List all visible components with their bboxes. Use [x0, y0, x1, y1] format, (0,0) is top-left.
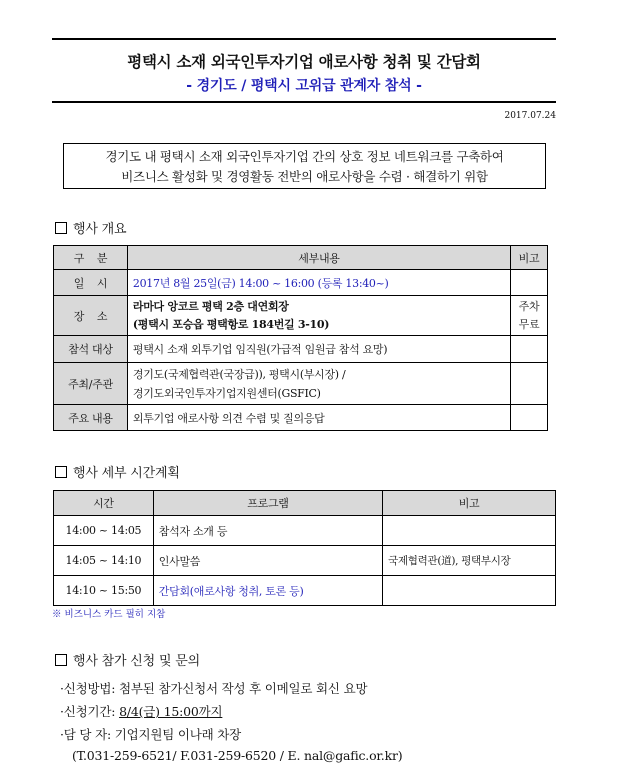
table-row: [54, 576, 556, 606]
page-subtitle: - 경기도 / 평택시 고위급 관계자 참석 -: [186, 78, 422, 94]
host-line-2: 경기도외국인투자기업지원센터(GSFIC): [132, 386, 321, 400]
header-program: 프로그램: [153, 491, 382, 516]
table-row: [54, 336, 548, 363]
schedule-program: 인사말씀: [153, 546, 382, 576]
registration-contact: ·담 당 자: 기업지원팀 이나래 차장: [60, 727, 242, 742]
venue-name: 라마다 앙코르 평택 2층 대연회장: [132, 299, 289, 313]
title-bottom-rule: [52, 101, 556, 103]
attendees-value: 평택시 소재 외투기업 임직원(가급적 임원급 참석 요망): [127, 336, 510, 363]
host-cell: [127, 363, 510, 405]
checkbox-square-icon: [55, 654, 67, 666]
host-note: [511, 363, 548, 405]
document-date: 2017.07.24: [504, 111, 556, 121]
schedule-program: 참석자 소개 등: [153, 516, 382, 546]
row-label-content: 주요 내용: [54, 405, 128, 431]
attendees-note: [511, 336, 548, 363]
row-label-date: 일 시: [54, 270, 128, 296]
registration-deadline: 8/4(금) 15:00까지: [119, 704, 223, 719]
schedule-note: [383, 576, 556, 606]
business-card-note: ※ 비즈니스 카드 필히 지참: [52, 609, 166, 620]
content-note: [511, 405, 548, 431]
registration-phone: (T.031-259-6521/ F.031-259-6520 / E. nal@gafic.or.kr): [72, 748, 403, 763]
header-category: 구 분: [54, 246, 128, 270]
header-note: 비고: [511, 246, 548, 270]
overview-table: [53, 245, 548, 431]
schedule-time: 14:05 ~ 14:10: [54, 546, 154, 576]
overview-header-row: [54, 246, 548, 270]
schedule-heading: 행사 세부 시간계획: [55, 462, 180, 481]
purpose-box: [63, 143, 546, 189]
header-details: 세부내용: [127, 246, 510, 270]
table-row: [54, 405, 548, 431]
page-title: 평택시 소재 외국인투자기업 애로사항 청취 및 간담회: [127, 53, 481, 71]
header-schedule-note: 비고: [383, 491, 556, 516]
registration-period: ·신청기간: 8/4(금) 15:00까지: [60, 704, 223, 719]
table-row: [54, 546, 556, 576]
checkbox-square-icon: [55, 222, 67, 234]
table-row: [54, 516, 556, 546]
host-line-1: 경기도(국제협력관(국장급)), 평택시(부시장) /: [132, 367, 346, 381]
row-label-venue: 장 소: [54, 296, 128, 336]
schedule-program: 간담회(애로사항 청취, 토론 등): [153, 576, 382, 606]
row-label-attendees: 참석 대상: [54, 336, 128, 363]
overview-heading: 행사 개요: [55, 218, 126, 237]
content-value: 외투기업 애로사항 의견 수렴 및 질의응답: [127, 405, 510, 431]
date-note: [511, 270, 548, 296]
venue-address: (평택시 포승읍 평택항로 184번길 3-10): [132, 317, 330, 331]
purpose-line-1: 경기도 내 평택시 소재 외국인투자기업 간의 상호 정보 네트워크를 구축하여: [105, 149, 504, 164]
schedule-time: 14:10 ~ 15:50: [54, 576, 154, 606]
schedule-table: [53, 490, 556, 606]
venue-note: 주차 무료: [511, 296, 548, 336]
table-row: [54, 296, 548, 336]
checkbox-square-icon: [55, 466, 67, 478]
header-time: 시간: [54, 491, 154, 516]
event-datetime: 2017년 8월 25일(금) 14:00 ~ 16:00 (등록 13:40~): [127, 270, 510, 296]
table-row: [54, 270, 548, 296]
venue-cell: [127, 296, 510, 336]
schedule-time: 14:00 ~ 14:05: [54, 516, 154, 546]
schedule-note: [383, 516, 556, 546]
registration-heading: 행사 참가 신청 및 문의: [55, 650, 200, 669]
schedule-note: 국제협력관(道), 평택부시장: [383, 546, 556, 576]
schedule-header-row: [54, 491, 556, 516]
table-row: [54, 363, 548, 405]
purpose-line-2: 비즈니스 활성화 및 경영활동 전반의 애로사항을 수렴 · 해결하기 위함: [121, 169, 488, 184]
row-label-host: 주최/주관: [54, 363, 128, 405]
registration-method: ·신청방법: 첨부된 참가신청서 작성 후 이메일로 회신 요망: [60, 681, 368, 696]
top-rule: [52, 38, 556, 40]
